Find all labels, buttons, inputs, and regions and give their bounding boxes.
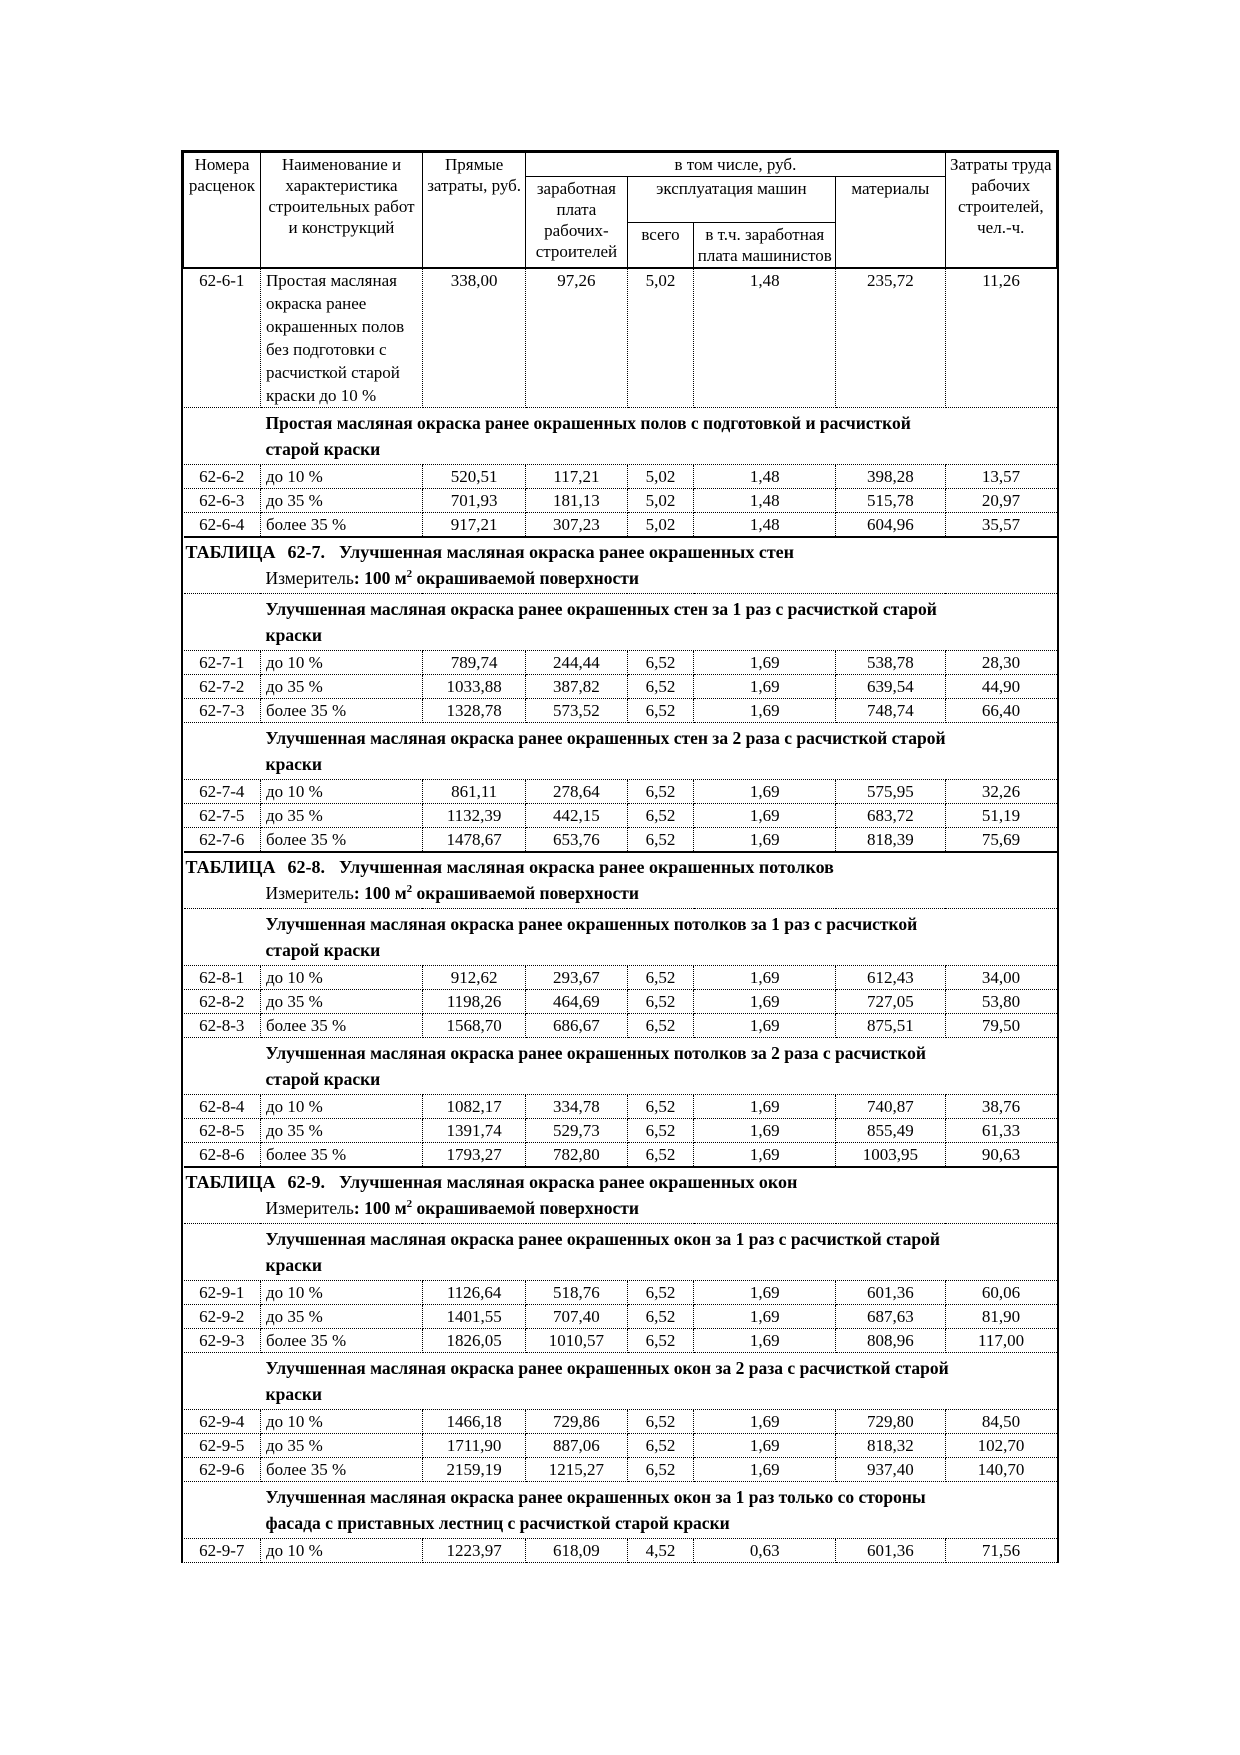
section-row <box>184 1038 1057 1095</box>
rate-name: до 10 % <box>260 651 422 675</box>
rate-value-machinists-wages: 1,69 <box>694 966 836 990</box>
header-machines-total: всего <box>627 223 694 269</box>
rate-value-machinists-wages: 1,69 <box>694 780 836 804</box>
rate-value-labor: 66,40 <box>945 699 1056 723</box>
table-heading-label: ТАБЛИЦА <box>185 857 276 877</box>
rate-value-machines-total: 4,52 <box>627 1539 694 1563</box>
rate-value-direct-costs: 2159,19 <box>422 1458 525 1482</box>
table-measure-line <box>186 880 1053 906</box>
rate-value-direct-costs: 1033,88 <box>422 675 525 699</box>
rate-name: до 35 % <box>260 489 422 513</box>
rate-code: 62-6-1 <box>184 268 261 408</box>
rate-value-machines-total: 6,52 <box>627 699 694 723</box>
header-direct-costs: Прямые затраты, руб. <box>422 153 525 269</box>
rate-name: более 35 % <box>260 699 422 723</box>
rate-value-wages: 181,13 <box>526 489 627 513</box>
section-title-cell <box>184 909 1057 966</box>
rate-code: 62-9-2 <box>184 1305 261 1329</box>
rate-value-machinists-wages: 1,69 <box>694 1281 836 1305</box>
rate-value-labor: 20,97 <box>945 489 1056 513</box>
rate-value-labor: 53,80 <box>945 990 1056 1014</box>
rates-table-body <box>184 268 1057 1563</box>
rate-value-wages: 464,69 <box>526 990 627 1014</box>
rates-table-grid <box>183 152 1057 1563</box>
rate-value-direct-costs: 1132,39 <box>422 804 525 828</box>
section-title: Улучшенная масляная окраска ранее окрашенных потолков за 2 раза с расчисткой старой краски <box>265 1043 926 1089</box>
rate-code: 62-9-6 <box>184 1458 261 1482</box>
rate-value-machines-total: 6,52 <box>627 1434 694 1458</box>
rate-value-direct-costs: 1401,55 <box>422 1305 525 1329</box>
rate-code: 62-9-1 <box>184 1281 261 1305</box>
rate-value-wages: 1215,27 <box>526 1458 627 1482</box>
rate-value-machines-total: 6,52 <box>627 1458 694 1482</box>
rate-value-materials: 515,78 <box>836 489 945 513</box>
rate-row <box>184 1281 1057 1305</box>
section-title-cell <box>184 594 1057 651</box>
rate-value-direct-costs: 1793,27 <box>422 1143 525 1168</box>
rate-value-machines-total: 5,02 <box>627 465 694 489</box>
rate-name: более 35 % <box>260 828 422 853</box>
section-row <box>184 1224 1057 1281</box>
rate-value-materials: 538,78 <box>836 651 945 675</box>
rate-value-machines-total: 6,52 <box>627 1281 694 1305</box>
rate-value-labor: 102,70 <box>945 1434 1056 1458</box>
rate-value-wages: 707,40 <box>526 1305 627 1329</box>
rate-value-wages: 618,09 <box>526 1539 627 1563</box>
rate-value-machinists-wages: 1,69 <box>694 804 836 828</box>
rate-value-labor: 32,26 <box>945 780 1056 804</box>
rate-value-direct-costs: 701,93 <box>422 489 525 513</box>
rate-value-direct-costs: 912,62 <box>422 966 525 990</box>
rate-row <box>184 780 1057 804</box>
rate-value-machinists-wages: 1,48 <box>694 268 836 408</box>
header-machines-operation: эксплуатация машин <box>627 177 836 223</box>
rate-value-labor: 117,00 <box>945 1329 1056 1353</box>
table-heading-number: 62-9. <box>287 1172 325 1192</box>
table-heading-line <box>186 539 1053 565</box>
rate-value-machines-total: 6,52 <box>627 1095 694 1119</box>
rate-value-materials: 235,72 <box>836 268 945 408</box>
rate-name: более 35 % <box>260 1458 422 1482</box>
header-including: в том числе, руб. <box>526 153 945 177</box>
rate-value-machinists-wages: 1,69 <box>694 1410 836 1434</box>
rate-value-labor: 34,00 <box>945 966 1056 990</box>
rate-value-labor: 84,50 <box>945 1410 1056 1434</box>
table-measure-line <box>186 565 1053 591</box>
rate-value-wages: 307,23 <box>526 513 627 538</box>
rate-value-machinists-wages: 1,69 <box>694 1014 836 1038</box>
rate-name: до 10 % <box>260 1281 422 1305</box>
header-materials: материалы <box>836 177 945 269</box>
rate-row <box>184 804 1057 828</box>
rate-value-labor: 44,90 <box>945 675 1056 699</box>
rate-row <box>184 1539 1057 1563</box>
rate-value-labor: 13,57 <box>945 465 1056 489</box>
rate-code: 62-7-4 <box>184 780 261 804</box>
section-title: Простая масляная окраска ранее окрашенных полов с подготовкой и расчисткой старой краски <box>265 413 911 459</box>
rate-value-wages: 518,76 <box>526 1281 627 1305</box>
rate-row <box>184 489 1057 513</box>
rate-value-machines-total: 6,52 <box>627 1305 694 1329</box>
rate-row <box>184 1095 1057 1119</box>
section-title-cell <box>184 723 1057 780</box>
rate-value-direct-costs: 1466,18 <box>422 1410 525 1434</box>
rate-value-direct-costs: 1391,74 <box>422 1119 525 1143</box>
rate-name: до 10 % <box>260 1410 422 1434</box>
rate-value-machinists-wages: 1,69 <box>694 990 836 1014</box>
table-heading-line <box>186 1169 1053 1195</box>
measure-superscript: 2 <box>406 1198 413 1211</box>
table-heading-row <box>184 852 1057 909</box>
rate-value-machinists-wages: 1,69 <box>694 828 836 853</box>
rate-value-labor: 140,70 <box>945 1458 1056 1482</box>
table-heading-number: 62-7. <box>287 542 325 562</box>
table-heading-label: ТАБЛИЦА <box>185 542 276 562</box>
rate-value-labor: 71,56 <box>945 1539 1056 1563</box>
rate-value-machinists-wages: 1,48 <box>694 465 836 489</box>
rate-value-machines-total: 5,02 <box>627 268 694 408</box>
rate-value-direct-costs: 1082,17 <box>422 1095 525 1119</box>
measure-label: Измеритель <box>265 883 354 903</box>
rate-value-direct-costs: 1568,70 <box>422 1014 525 1038</box>
rate-value-wages: 686,67 <box>526 1014 627 1038</box>
measure-value: : 100 $м^2$ окрашиваемой поверхности <box>353 568 639 588</box>
rate-value-machines-total: 6,52 <box>627 1329 694 1353</box>
rate-code: 62-8-4 <box>184 1095 261 1119</box>
rate-row <box>184 1410 1057 1434</box>
rate-row <box>184 1458 1057 1482</box>
rate-code: 62-8-6 <box>184 1143 261 1168</box>
rate-value-machines-total: 6,52 <box>627 1143 694 1168</box>
rate-code: 62-8-1 <box>184 966 261 990</box>
header-rate-numbers: Номера расценок <box>184 153 261 269</box>
rate-name: до 10 % <box>260 1095 422 1119</box>
rate-value-materials: 604,96 <box>836 513 945 538</box>
table-heading-title: Улучшенная масляная окраска ранее окрашенных потолков <box>338 857 834 877</box>
rate-value-direct-costs: 1198,26 <box>422 990 525 1014</box>
rate-value-materials: 575,95 <box>836 780 945 804</box>
rate-value-direct-costs: 338,00 <box>422 268 525 408</box>
rate-name: до 35 % <box>260 804 422 828</box>
rate-value-machines-total: 6,52 <box>627 828 694 853</box>
rate-row <box>184 828 1057 853</box>
rate-name: до 10 % <box>260 465 422 489</box>
rate-value-wages: 97,26 <box>526 268 627 408</box>
section-row <box>184 408 1057 465</box>
rate-value-materials: 818,39 <box>836 828 945 853</box>
rate-value-materials: 398,28 <box>836 465 945 489</box>
rate-value-materials: 601,36 <box>836 1539 945 1563</box>
rate-row <box>184 465 1057 489</box>
rate-value-wages: 293,67 <box>526 966 627 990</box>
rate-code: 62-7-6 <box>184 828 261 853</box>
rate-value-materials: 687,63 <box>836 1305 945 1329</box>
section-title: Улучшенная масляная окраска ранее окрашенных окон за 1 раз только со стороны фасада с приставных лестниц с расчисткой старой краски <box>265 1487 926 1533</box>
rate-name: Простая масляная окраска ранее окрашенных полов без подготовки с расчисткой старой краски до 10 % <box>260 268 422 408</box>
table-heading-row <box>184 537 1057 594</box>
rate-value-labor: 61,33 <box>945 1119 1056 1143</box>
rate-value-direct-costs: 861,11 <box>422 780 525 804</box>
rate-value-machines-total: 6,52 <box>627 1410 694 1434</box>
table-heading-cell <box>184 537 1057 594</box>
rate-value-machinists-wages: 1,69 <box>694 651 836 675</box>
rate-row <box>184 966 1057 990</box>
rate-value-machinists-wages: 1,69 <box>694 1143 836 1168</box>
rate-value-wages: 334,78 <box>526 1095 627 1119</box>
section-title-cell <box>184 1038 1057 1095</box>
rate-value-direct-costs: 1126,64 <box>422 1281 525 1305</box>
rate-value-labor: 11,26 <box>945 268 1056 408</box>
rate-value-labor: 90,63 <box>945 1143 1056 1168</box>
rate-code: 62-8-5 <box>184 1119 261 1143</box>
rate-value-machinists-wages: 1,69 <box>694 1305 836 1329</box>
rate-value-direct-costs: 1711,90 <box>422 1434 525 1458</box>
rate-value-wages: 782,80 <box>526 1143 627 1168</box>
rate-value-machines-total: 6,52 <box>627 804 694 828</box>
rate-row <box>184 1014 1057 1038</box>
table-heading-line <box>186 854 1053 880</box>
section-title: Улучшенная масляная окраска ранее окрашенных стен за 2 раза с расчисткой старой краски <box>265 728 946 774</box>
rate-value-machinists-wages: 1,69 <box>694 1095 836 1119</box>
table-heading-row <box>184 1167 1057 1224</box>
rate-value-wages: 573,52 <box>526 699 627 723</box>
rate-value-materials: 808,96 <box>836 1329 945 1353</box>
rate-value-materials: 818,32 <box>836 1434 945 1458</box>
rate-row <box>184 699 1057 723</box>
section-title-cell <box>184 1482 1057 1539</box>
measure-superscript: 2 <box>406 883 413 896</box>
rate-name: до 10 % <box>260 1539 422 1563</box>
rate-value-wages: 244,44 <box>526 651 627 675</box>
rate-code: 62-8-2 <box>184 990 261 1014</box>
rate-value-materials: 875,51 <box>836 1014 945 1038</box>
rate-code: 62-9-5 <box>184 1434 261 1458</box>
rate-row <box>184 651 1057 675</box>
rate-value-wages: 117,21 <box>526 465 627 489</box>
table-heading-cell <box>184 852 1057 909</box>
rate-value-labor: 79,50 <box>945 1014 1056 1038</box>
rate-name: более 35 % <box>260 1143 422 1168</box>
rate-value-wages: 278,64 <box>526 780 627 804</box>
rate-value-wages: 387,82 <box>526 675 627 699</box>
rate-value-direct-costs: 1826,05 <box>422 1329 525 1353</box>
section-row <box>184 1353 1057 1410</box>
rate-name: более 35 % <box>260 1329 422 1353</box>
rate-row <box>184 675 1057 699</box>
rate-name: до 35 % <box>260 990 422 1014</box>
rate-code: 62-6-2 <box>184 465 261 489</box>
rate-code: 62-9-7 <box>184 1539 261 1563</box>
rate-value-materials: 748,74 <box>836 699 945 723</box>
rate-name: до 10 % <box>260 780 422 804</box>
rate-value-machinists-wages: 1,69 <box>694 1458 836 1482</box>
rates-table <box>181 150 1059 1563</box>
rate-code: 62-7-5 <box>184 804 261 828</box>
rate-row <box>184 1329 1057 1353</box>
rate-value-machines-total: 6,52 <box>627 675 694 699</box>
rate-row <box>184 513 1057 538</box>
rate-value-materials: 1003,95 <box>836 1143 945 1168</box>
rate-value-materials: 937,40 <box>836 1458 945 1482</box>
rate-value-machinists-wages: 1,48 <box>694 489 836 513</box>
rate-code: 62-9-3 <box>184 1329 261 1353</box>
rate-value-machines-total: 6,52 <box>627 651 694 675</box>
rate-name: более 35 % <box>260 513 422 538</box>
rate-value-direct-costs: 520,51 <box>422 465 525 489</box>
rate-value-wages: 442,15 <box>526 804 627 828</box>
rate-name: более 35 % <box>260 1014 422 1038</box>
rate-value-machines-total: 5,02 <box>627 513 694 538</box>
rate-value-labor: 60,06 <box>945 1281 1056 1305</box>
measure-value: : 100 $м^2$ окрашиваемой поверхности <box>353 883 639 903</box>
rate-value-machines-total: 6,52 <box>627 1014 694 1038</box>
rate-value-direct-costs: 1223,97 <box>422 1539 525 1563</box>
rate-value-labor: 28,30 <box>945 651 1056 675</box>
section-title: Улучшенная масляная окраска ранее окрашенных потолков за 1 раз с расчисткой старой краски <box>265 914 918 960</box>
rate-name: до 35 % <box>260 1305 422 1329</box>
rate-row <box>184 268 1057 408</box>
rate-value-direct-costs: 789,74 <box>422 651 525 675</box>
rate-code: 62-7-3 <box>184 699 261 723</box>
rate-value-direct-costs: 917,21 <box>422 513 525 538</box>
rate-code: 62-6-4 <box>184 513 261 538</box>
rate-value-wages: 887,06 <box>526 1434 627 1458</box>
rate-code: 62-7-1 <box>184 651 261 675</box>
rate-value-machinists-wages: 1,69 <box>694 1434 836 1458</box>
section-title-cell <box>184 408 1057 465</box>
table-header <box>184 153 1057 269</box>
rate-value-labor: 75,69 <box>945 828 1056 853</box>
table-heading-cell <box>184 1167 1057 1224</box>
rate-value-direct-costs: 1328,78 <box>422 699 525 723</box>
rate-value-machinists-wages: 1,48 <box>694 513 836 538</box>
rate-value-materials: 729,80 <box>836 1410 945 1434</box>
rate-value-labor: 38,76 <box>945 1095 1056 1119</box>
rate-value-materials: 740,87 <box>836 1095 945 1119</box>
rate-value-labor: 81,90 <box>945 1305 1056 1329</box>
section-title-cell <box>184 1224 1057 1281</box>
rate-value-materials: 601,36 <box>836 1281 945 1305</box>
table-heading-title: Улучшенная масляная окраска ранее окрашенных окон <box>338 1172 798 1192</box>
rate-value-machinists-wages: 1,69 <box>694 1119 836 1143</box>
section-title-cell <box>184 1353 1057 1410</box>
rate-row <box>184 1143 1057 1168</box>
rate-code: 62-7-2 <box>184 675 261 699</box>
section-row <box>184 594 1057 651</box>
header-labor-costs: Затраты труда рабочих строителей, чел.-ч. <box>945 153 1056 269</box>
rate-name: до 35 % <box>260 1434 422 1458</box>
header-machinists-wages: в т.ч. заработная плата машинистов <box>694 223 836 269</box>
rate-name: до 35 % <box>260 675 422 699</box>
rate-value-machines-total: 6,52 <box>627 780 694 804</box>
rate-value-machines-total: 6,52 <box>627 966 694 990</box>
section-row <box>184 1482 1057 1539</box>
rate-row <box>184 1434 1057 1458</box>
rate-value-machinists-wages: 1,69 <box>694 1329 836 1353</box>
rate-value-direct-costs: 1478,67 <box>422 828 525 853</box>
rate-code: 62-6-3 <box>184 489 261 513</box>
measure-label: Измеритель <box>265 1198 354 1218</box>
rate-value-wages: 1010,57 <box>526 1329 627 1353</box>
rate-value-wages: 729,86 <box>526 1410 627 1434</box>
rate-value-materials: 639,54 <box>836 675 945 699</box>
measure-value: : 100 $м^2$ окрашиваемой поверхности <box>353 1198 639 1218</box>
rate-value-machines-total: 6,52 <box>627 990 694 1014</box>
rate-name: до 10 % <box>260 966 422 990</box>
rate-value-machinists-wages: 1,69 <box>694 675 836 699</box>
header-builders-wages: заработная плата рабочих-строителей <box>526 177 627 269</box>
section-title: Улучшенная масляная окраска ранее окрашенных окон за 2 раза с расчисткой старой краски <box>265 1358 949 1404</box>
rate-value-labor: 35,57 <box>945 513 1056 538</box>
rate-value-wages: 653,76 <box>526 828 627 853</box>
rate-value-materials: 612,43 <box>836 966 945 990</box>
rate-value-machines-total: 5,02 <box>627 489 694 513</box>
rate-value-labor: 51,19 <box>945 804 1056 828</box>
rate-code: 62-8-3 <box>184 1014 261 1038</box>
rate-value-machines-total: 6,52 <box>627 1119 694 1143</box>
rate-row <box>184 1119 1057 1143</box>
rate-value-machinists-wages: 1,69 <box>694 699 836 723</box>
table-heading-number: 62-8. <box>287 857 325 877</box>
table-heading-title: Улучшенная масляная окраска ранее окрашенных стен <box>338 542 795 562</box>
measure-label: Измеритель <box>265 568 354 588</box>
rate-value-wages: 529,73 <box>526 1119 627 1143</box>
rate-value-materials: 683,72 <box>836 804 945 828</box>
rate-name: до 35 % <box>260 1119 422 1143</box>
rate-value-machinists-wages: 0,63 <box>694 1539 836 1563</box>
section-title: Улучшенная масляная окраска ранее окрашенных стен за 1 раз с расчисткой старой краски <box>265 599 937 645</box>
rate-row <box>184 1305 1057 1329</box>
table-heading-label: ТАБЛИЦА <box>185 1172 276 1192</box>
section-row <box>184 909 1057 966</box>
rate-value-materials: 855,49 <box>836 1119 945 1143</box>
header-work-name: Наименование и характеристика строительных работ и конструкций <box>260 153 422 269</box>
rate-value-materials: 727,05 <box>836 990 945 1014</box>
table-measure-line <box>186 1195 1053 1221</box>
measure-superscript: 2 <box>406 568 413 581</box>
section-title: Улучшенная масляная окраска ранее окрашенных окон за 1 раз с расчисткой старой краски <box>265 1229 940 1275</box>
section-row <box>184 723 1057 780</box>
rate-code: 62-9-4 <box>184 1410 261 1434</box>
rate-row <box>184 990 1057 1014</box>
